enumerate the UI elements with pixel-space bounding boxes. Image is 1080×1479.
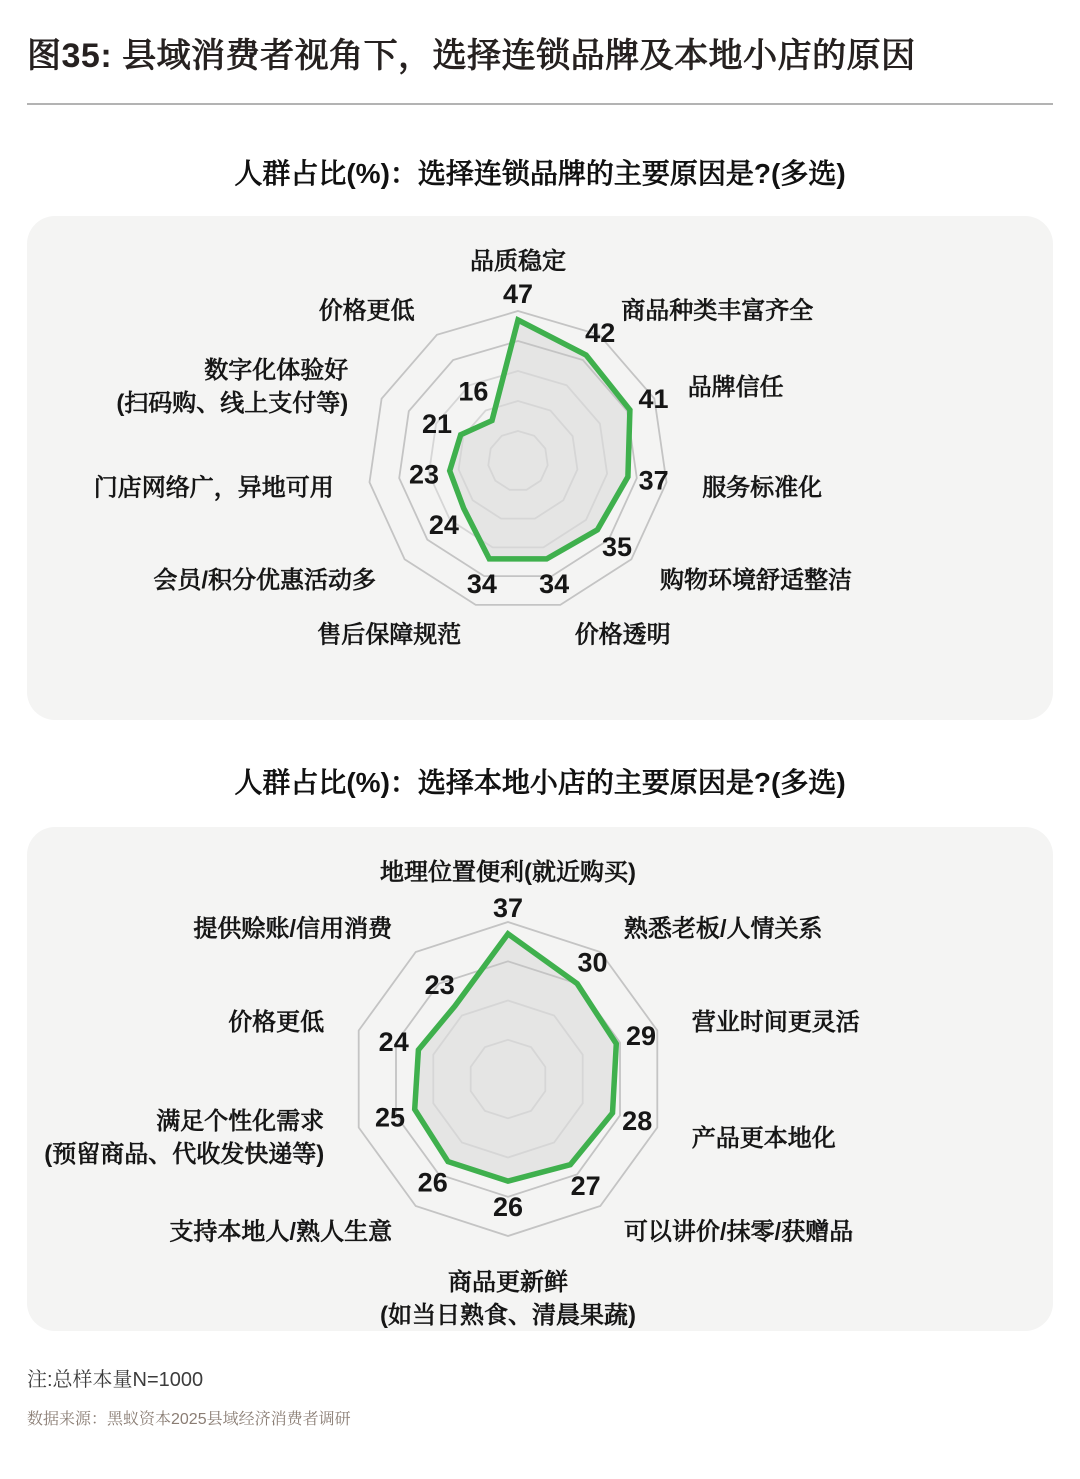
value-label: 35 (601, 531, 633, 562)
axis-label: 地理位置便利(就近购买) (380, 858, 636, 886)
radar-chart-chain-brands (27, 216, 1053, 720)
value-label: 34 (466, 568, 497, 599)
axis-label: 提供赊账/信用消费 (193, 915, 393, 943)
axis-label: 服务标准化 (702, 474, 823, 502)
axis-label: 产品更本地化 (691, 1124, 836, 1152)
radar-chart-local-shops (27, 827, 1053, 1331)
chart-title-local-shops: 人群占比(%)：选择本地小店的主要原因是?(多选) (234, 766, 846, 798)
axis-label: (如当日熟食、清晨果蔬) (380, 1301, 636, 1329)
chart-panel-local-shops (27, 827, 1053, 1331)
value-label: 34 (539, 568, 570, 599)
value-label: 26 (417, 1167, 448, 1198)
value-label: 41 (638, 383, 669, 414)
data-source: 数据来源：黑蚁资本2025县域经济消费者调研 (27, 1410, 351, 1428)
sample-note: 注:总样本量N=1000 (27, 1368, 204, 1391)
value-label: 16 (458, 376, 489, 407)
page-title: 图35: 县域消费者视角下，选择连锁品牌及本地小店的原因 (27, 37, 916, 75)
axis-label: (预留商品、代收发快递等) (44, 1140, 325, 1168)
value-label: 23 (408, 459, 440, 490)
axis-label: 商品更新鲜 (448, 1268, 568, 1296)
chart-section-chain-brands (27, 157, 1053, 720)
axis-label: 品质稳定 (470, 247, 566, 275)
report-page (0, 36, 1080, 1429)
axis-label: 营业时间更灵活 (691, 1008, 860, 1036)
axis-label: 可以讲价/抹零/获赠品 (623, 1218, 854, 1246)
axis-label: 价格透明 (574, 621, 671, 649)
page-footer (27, 1363, 1053, 1429)
value-label: 26 (492, 1191, 524, 1222)
axis-label: 购物环境舒适整洁 (660, 566, 852, 594)
value-label: 25 (374, 1102, 406, 1133)
axis-label: 满足个性化需求 (156, 1107, 325, 1135)
axis-label: 商品种类丰富齐全 (621, 297, 814, 325)
chart-section-local-shops (27, 766, 1053, 1331)
value-label: 27 (570, 1170, 601, 1201)
axis-label: 价格更低 (318, 297, 415, 325)
axis-label: 数字化体验好 (204, 356, 349, 384)
value-label: 23 (424, 969, 455, 1000)
axis-label: 会员/积分优惠活动多 (153, 566, 376, 594)
value-label: 24 (428, 509, 459, 540)
title-divider (27, 103, 1053, 105)
value-label: 42 (585, 317, 616, 348)
value-label: 24 (378, 1026, 409, 1057)
value-label: 30 (577, 947, 608, 978)
axis-label: 熟悉老板/人情关系 (623, 915, 823, 943)
axis-label: 门店网络广，异地可用 (93, 474, 334, 502)
axis-label: 支持本地人/熟人生意 (169, 1218, 393, 1246)
axis-label: 品牌信任 (687, 373, 784, 401)
chart-title-chain-brands: 人群占比(%)：选择连锁品牌的主要原因是?(多选) (234, 157, 846, 189)
axis-label: 售后保障规范 (317, 621, 462, 649)
axis-label: (扫码购、线上支付等) (116, 389, 349, 417)
chart-panel-chain-brands (27, 216, 1053, 720)
value-label: 37 (492, 892, 524, 923)
value-label: 21 (421, 408, 453, 439)
value-label: 37 (638, 465, 669, 496)
value-label: 47 (502, 278, 534, 309)
axis-label: 价格更低 (228, 1008, 325, 1036)
value-label: 29 (625, 1020, 657, 1051)
value-label: 28 (622, 1105, 653, 1136)
